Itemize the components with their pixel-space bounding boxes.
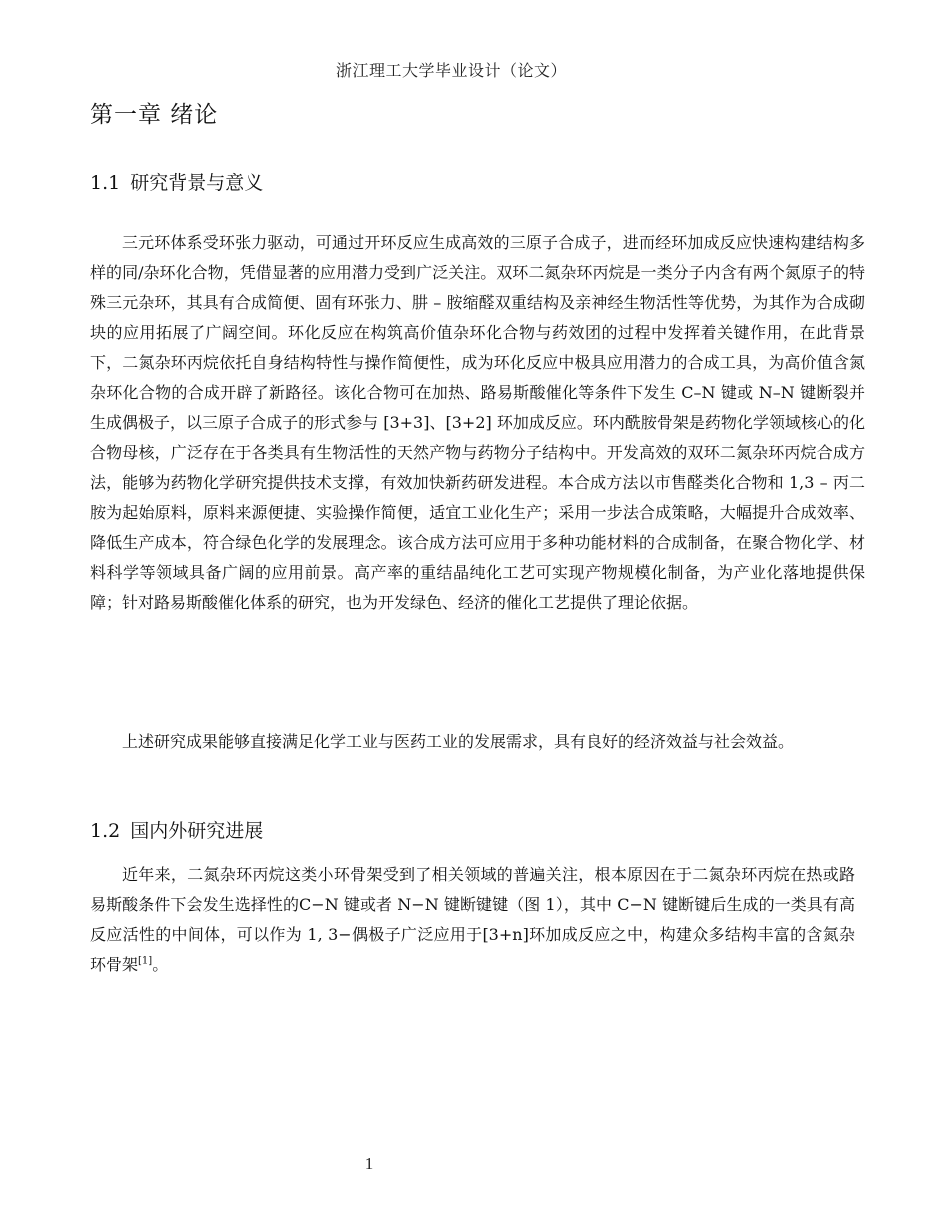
paragraph-end-punctuation: 。 xyxy=(152,955,169,974)
running-header: 浙江理工大学毕业设计（论文） xyxy=(335,61,567,80)
chapter-title: 第一章 绪论 xyxy=(90,102,219,128)
section-heading-1-2 xyxy=(90,816,263,843)
paragraph-text: 近年来，二氮杂环丙烷这类小环骨架受到了相关领域的普遍关注，根本原因在于二氮杂环丙烷在热或路易斯酸条件下会发生选择性的C−N 键或者 N−N 键断键键（图 1），其中 C−N 键断键后生成的一类具有高反应活性的中间体，可以作为 1, 3−偶极子广泛应用于[3+n]环加成反应之中，构建众多结构丰富的含氮杂环骨架 xyxy=(90,865,855,974)
citation-reference[interactable]: [1] xyxy=(138,955,153,967)
page-number: 1 xyxy=(364,1154,374,1173)
section-number: 1.1 xyxy=(90,172,121,194)
body-paragraph: 三元环体系受环张力驱动，可通过开环反应生成高效的三原子合成子，进而经环加成反应快速构建结构多样的同/杂环化合物，凭借显著的应用潜力受到广泛关注。双环二氮杂环丙烷是一类分子内含有两个氮原子的特殊三元杂环，其具有合成简便、固有环张力、肼 – 胺缩醛双重结构及亲神经生物活性等优势，为其作为合成砌块的应用拓展了广阔空间。环化反应在构筑高价值杂环化合物与药效团的过程中发挥着关键作用，在此背景下，二氮杂环丙烷依托自身结构特性与操作简便性，成为环化反应中极具应用潜力的合成工具，为高价值含氮杂环化合物的合成开辟了新路径。该化合物可在加热、路易斯酸催化等条件下发生 C–N 键或 N–N 键断裂并生成偶极子，以三原子合成子的形式参与 [3+3]、[3+2] 环加成反应。环内酰胺骨架是药物化学领域核心的化合物母核，广泛存在于各类具有生物活性的天然产物与药物分子结构中。开发高效的双环二氮杂环丙烷合成方法，能够为药物化学研究提供技术支撑，有效加快新药研发进程。本合成方法以市售醛类化合物和 1,3 – 丙二胺为起始原料，原料来源便捷、实验操作简便，适宜工业化生产；采用一步法合成策略，大幅提升合成效率、降低生产成本，符合绿色化学的发展理念。该合成方法可应用于多种功能材料的合成制备，在聚合物化学、材料科学等领域具备广阔的应用前景。高产率的重结晶纯化工艺可实现产物规模化制备，为产业化落地提供保障；针对路易斯酸催化体系的研究，也为开发绿色、经济的催化工艺提供了理论依据。 xyxy=(90,233,865,612)
section-title-text: 研究背景与意义 xyxy=(130,172,264,194)
section-title-text: 国内外研究进展 xyxy=(130,820,264,842)
section-number: 1.2 xyxy=(90,820,121,842)
body-paragraph: 上述研究成果能够直接满足化学工业与医药工业的发展需求，具有良好的经济效益与社会效益。 xyxy=(122,732,795,751)
section-heading-1-1 xyxy=(90,168,263,195)
body-paragraph xyxy=(90,860,855,980)
